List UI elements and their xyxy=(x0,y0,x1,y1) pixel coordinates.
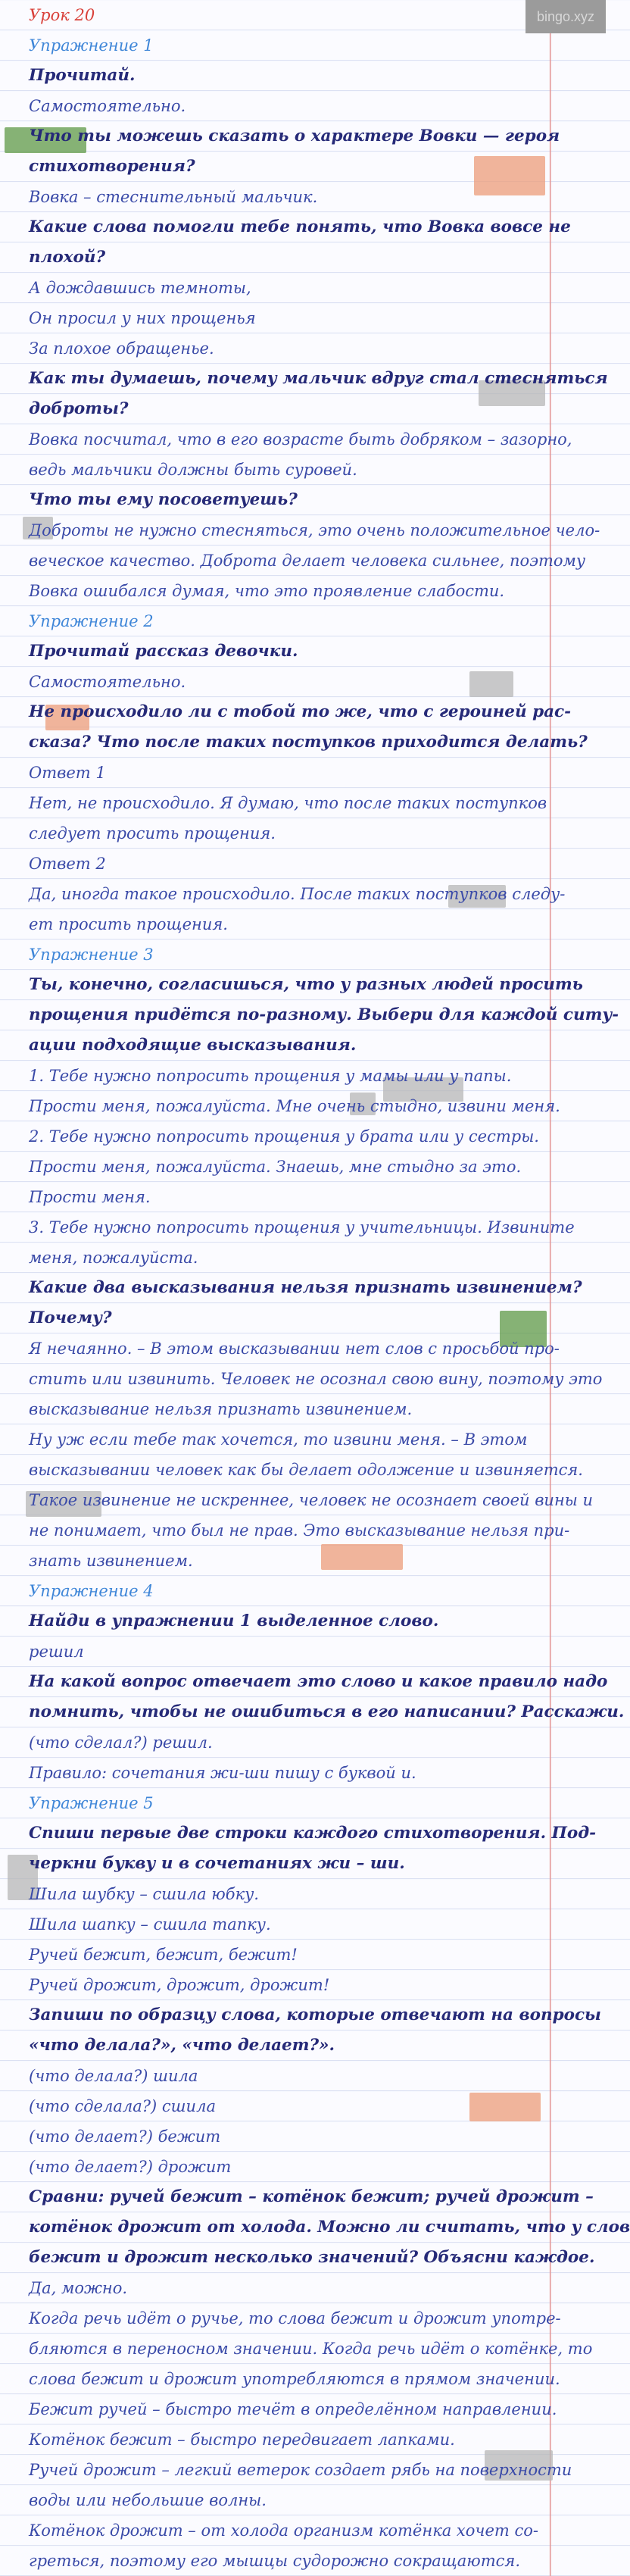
answer-line: высказывание нельзя признать извинением. xyxy=(29,1400,413,1418)
answer-line: стить или извинить. Человек не осознал свою вину, поэтому это xyxy=(29,1370,603,1388)
answer-line: Вовка – стеснительный мальчик. xyxy=(29,188,318,206)
site-watermark: bingo.xyz xyxy=(526,0,606,33)
answer-line: меня, пожалуйста. xyxy=(29,1249,198,1267)
answer-line: Ручей бежит, бежит, бежит! xyxy=(29,1946,298,1964)
question-line: Какие два высказывания нельзя признать извинением? xyxy=(29,1278,582,1297)
exercise-heading: Упражнение 1 xyxy=(29,36,154,55)
question-line: стихотворения? xyxy=(29,157,195,176)
answer-line: 1. Тебе нужно попросить прощения у мамы или у папы. xyxy=(29,1067,512,1085)
answer-line: Самостоятельно. xyxy=(29,97,186,115)
question-line: Запиши по образцу слова, которые отвечают на вопросы xyxy=(29,2005,601,2024)
answer-line: Ну уж если тебе так хочется, то извини меня. – В этом xyxy=(29,1430,528,1449)
exercise-heading: Упражнение 5 xyxy=(29,1794,154,1812)
answer-line: Шила шубку – сшила юбку. xyxy=(29,1885,259,1903)
answer-line: Ответ 2 xyxy=(29,855,106,873)
answer-line: Бежит ручей – быстро течёт в определённом направлении. xyxy=(29,2400,557,2418)
answer-line: знать извинением. xyxy=(29,1552,193,1570)
answer-line: высказывании человек как бы делает одолжение и извиняется. xyxy=(29,1461,583,1479)
answer-line: 2. Тебе нужно попросить прощения у брата или у сестры. xyxy=(29,1127,539,1146)
answer-line: Он просил у них прощенья xyxy=(29,309,256,327)
answer-line: (что сделал?) решил. xyxy=(29,1733,213,1752)
answer-line: Котёнок дрожит – от холода организм котёнка хочет со- xyxy=(29,2521,538,2540)
question-line: Найди в упражнении 1 выделенное слово. xyxy=(29,1612,439,1630)
question-line: Почему? xyxy=(29,1308,112,1327)
answer-line: следует просить прощения. xyxy=(29,824,276,843)
answer-line: воды или небольшие волны. xyxy=(29,2491,267,2509)
exercise-heading: Упражнение 3 xyxy=(29,946,154,964)
answer-line: не понимает, что был не прав. Это высказывание нельзя при- xyxy=(29,1521,570,1540)
answer-line: Ручей дрожит, дрожит, дрожит! xyxy=(29,1976,330,1994)
question-line: черкни букву и в сочетаниях жи – ши. xyxy=(29,1854,405,1873)
question-line: Что ты ему посоветуешь? xyxy=(29,490,298,509)
answer-line: Шила шапку – сшила тапку. xyxy=(29,1915,271,1934)
answer-line: греться, поэтому его мышцы судорожно сокращаются. xyxy=(29,2552,520,2570)
question-line: плохой? xyxy=(29,248,106,267)
answer-line: бляются в переносном значении. Когда речь идёт о котёнке, то xyxy=(29,2340,593,2358)
answer-line: Прости меня. xyxy=(29,1188,151,1206)
answer-line: Прости меня, пожалуйста. Мне очень стыдно, извини меня. xyxy=(29,1097,560,1115)
question-line: Прочитай рассказ девочки. xyxy=(29,642,298,661)
question-line: ации подходящие высказывания. xyxy=(29,1036,357,1055)
answer-line: Да, можно. xyxy=(29,2279,128,2297)
answer-line: (что сделала?) сшила xyxy=(29,2097,216,2115)
answer-line: Самостоятельно. xyxy=(29,673,186,691)
answer-line: Ручей дрожит – легкий ветерок создает рябь на поверхности xyxy=(29,2461,572,2479)
question-line: На какой вопрос отвечает это слово и какое правило надо xyxy=(29,1672,608,1691)
answer-line: Такое извинение не искреннее, человек не осознает своей вины и xyxy=(29,1491,594,1509)
question-line: котёнок дрожит от холода. Можно ли считать, что у слов xyxy=(29,2218,630,2237)
answer-line: 3. Тебе нужно попросить прощения у учительницы. Извините xyxy=(29,1218,575,1236)
question-line: доброты? xyxy=(29,399,129,418)
question-line: помнить, чтобы не ошибиться в его написании? Расскажи. xyxy=(29,1702,625,1721)
question-line: Прочитай. xyxy=(29,66,136,85)
answer-line: (что делала?) шила xyxy=(29,2067,198,2085)
answer-line: Прости меня, пожалуйста. Знаешь, мне стыдно за это. xyxy=(29,1158,522,1176)
answer-line: Доброты не нужно стесняться, это очень положительное чело- xyxy=(29,521,600,539)
answer-line: Ответ 1 xyxy=(29,764,106,782)
answer-line: слова бежит и дрожит употребляются в прямом значении. xyxy=(29,2370,560,2388)
answer-line: ет просить прощения. xyxy=(29,915,228,933)
answer-line: ведь мальчики должны быть суровей. xyxy=(29,461,357,479)
question-line: Сравни: ручей бежит – котёнок бежит; ручей дрожит – xyxy=(29,2187,594,2206)
answer-line: Котёнок бежит – быстро передвигает лапками. xyxy=(29,2431,455,2449)
answer-line: решил xyxy=(29,1643,84,1661)
lesson-title: Урок 20 xyxy=(29,6,95,24)
question-line: Ты, конечно, согласишься, что у разных людей просить xyxy=(29,975,583,994)
answer-line: А дождавшись темноты, xyxy=(29,279,251,297)
answer-line: Да, иногда такое происходило. После таких поступков следу- xyxy=(29,885,566,903)
answer-line: Нет, не происходило. Я думаю, что после таких поступков xyxy=(29,794,547,812)
answer-line: (что делает?) дрожит xyxy=(29,2158,232,2176)
question-line: Какие слова помогли тебе понять, что Вовка вовсе не xyxy=(29,217,571,236)
answer-line: Вовка ошибался думая, что это проявление слабости. xyxy=(29,582,505,600)
answer-line: Правило: сочетания жи-ши пишу с буквой и. xyxy=(29,1764,416,1782)
answer-line: Я нечаянно. – В этом высказывании нет слов с просьбой про- xyxy=(29,1340,560,1358)
question-line: Не происходило ли с тобой то же, что с героиней рас- xyxy=(29,702,572,721)
answer-line: Вовка посчитал, что в его возрасте быть добряком – зазорно, xyxy=(29,430,572,449)
answer-line: веческое качество. Доброта делает человека сильнее, поэтому xyxy=(29,552,586,570)
answer-line: За плохое обращенье. xyxy=(29,339,214,358)
exercise-heading: Упражнение 4 xyxy=(29,1582,154,1600)
question-line: прощения придётся по-разному. Выбери для каждой ситу- xyxy=(29,1005,619,1024)
exercise-heading: Упражнение 2 xyxy=(29,612,154,630)
question-line: бежит и дрожит несколько значений? Объясни каждое. xyxy=(29,2248,595,2267)
answer-line: (что делает?) бежит xyxy=(29,2127,221,2146)
question-line: сказа? Что после таких поступков приходится делать? xyxy=(29,733,588,752)
question-line: «что делала?», «что делает?». xyxy=(29,2036,335,2055)
answer-line: Когда речь идёт о ручье, то слова бежит и дрожит употре- xyxy=(29,2309,561,2327)
question-line: Спиши первые две строки каждого стихотворения. Под- xyxy=(29,1824,597,1843)
question-line: Как ты думаешь, почему мальчик вдруг стал стесняться xyxy=(29,369,608,388)
question-line: Что ты можешь сказать о характере Вовки — героя xyxy=(29,127,560,145)
